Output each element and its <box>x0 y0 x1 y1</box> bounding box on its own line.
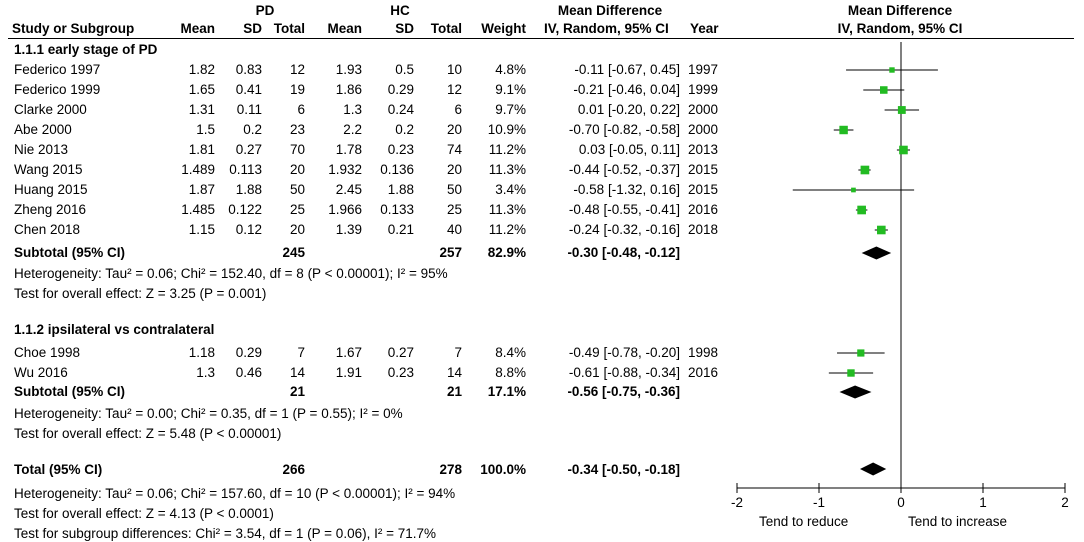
study-weight: 9.1% <box>495 82 526 97</box>
study-sd2: 0.24 <box>387 102 414 117</box>
study-mean2: 2.2 <box>343 122 362 137</box>
study-sd1: 0.27 <box>235 142 262 157</box>
subtotal-total1: 21 <box>289 384 305 399</box>
subtotal-diamond <box>862 247 892 260</box>
subtotal-total2: 257 <box>439 245 462 260</box>
study-sd1: 0.83 <box>235 62 262 77</box>
study-year: 2015 <box>688 162 719 177</box>
study-mean2: 1.91 <box>335 365 362 380</box>
study-total2: 14 <box>446 365 462 380</box>
subgroup-title: 1.1.1 early stage of PD <box>14 42 158 57</box>
study-total2: 40 <box>446 222 462 237</box>
effect-point <box>857 206 866 215</box>
study-name: Choe 1998 <box>14 345 81 360</box>
study-mean1: 1.18 <box>188 345 215 360</box>
study-mean1: 1.65 <box>188 82 215 97</box>
effect-point <box>847 369 854 376</box>
x-axis-tick-label: 1 <box>979 495 987 510</box>
study-total1: 50 <box>289 182 305 197</box>
x-axis-tick-label: 2 <box>1061 495 1069 510</box>
study-mean2: 1.39 <box>335 222 362 237</box>
study-ci-text: -0.48 [-0.55, -0.41] <box>568 202 680 217</box>
col-total2-header: Total <box>430 21 462 36</box>
study-mean1: 1.485 <box>181 202 215 217</box>
study-total1: 70 <box>289 142 305 157</box>
study-sd2: 0.2 <box>395 122 414 137</box>
x-axis-tick-label: 0 <box>897 495 905 510</box>
x-axis-tick-label: -2 <box>730 495 744 510</box>
study-total1: 25 <box>289 202 305 217</box>
group2-header: HC <box>390 3 410 18</box>
subtotal-ci: -0.30 [-0.48, -0.12] <box>567 245 680 260</box>
study-name: Zheng 2016 <box>14 202 87 217</box>
study-mean1: 1.489 <box>181 162 215 177</box>
study-mean2: 1.86 <box>335 82 362 97</box>
col-method-header-left: IV, Random, 95% CI <box>544 21 669 36</box>
study-year: 2016 <box>688 202 719 217</box>
study-mean2: 1.3 <box>343 102 362 117</box>
subtotal-diamond <box>840 386 872 399</box>
subtotal-weight: 17.1% <box>487 384 526 399</box>
x-axis-tick-label: -1 <box>812 495 826 510</box>
study-year: 2018 <box>688 222 719 237</box>
study-mean1: 1.82 <box>188 62 215 77</box>
study-mean2: 2.45 <box>335 182 362 197</box>
study-total1: 20 <box>289 162 305 177</box>
study-sd2: 0.23 <box>387 142 414 157</box>
study-sd1: 0.11 <box>236 102 262 117</box>
study-total2: 10 <box>446 62 462 77</box>
study-total2: 50 <box>446 182 462 197</box>
effect-point <box>861 166 870 175</box>
study-sd2: 0.23 <box>387 365 414 380</box>
study-year: 2000 <box>688 122 719 137</box>
study-ci-text: -0.44 [-0.52, -0.37] <box>568 162 680 177</box>
study-sd2: 0.136 <box>380 162 414 177</box>
study-weight: 8.4% <box>495 345 526 360</box>
study-total1: 19 <box>289 82 305 97</box>
tend-to-reduce-label: Tend to reduce <box>759 514 849 529</box>
study-total1: 23 <box>289 122 305 137</box>
study-total2: 20 <box>446 162 462 177</box>
subtotal-weight: 82.9% <box>487 245 526 260</box>
col-mean2-header: Mean <box>327 21 362 36</box>
study-sd1: 0.29 <box>235 345 262 360</box>
total-weight: 100.0% <box>480 462 526 477</box>
study-sd1: 0.12 <box>235 222 262 237</box>
study-ci-text: -0.49 [-0.78, -0.20] <box>568 345 680 360</box>
study-weight: 10.9% <box>487 122 526 137</box>
effect-point <box>839 126 847 134</box>
overall-effect-text: Test for overall effect: Z = 3.25 (P = 0.001) <box>14 286 267 301</box>
mean-difference-header-right: Mean Difference <box>847 3 953 18</box>
subtotal-total1: 245 <box>282 245 305 260</box>
col-study-header: Study or Subgroup <box>12 21 135 36</box>
study-ci-text: 0.03 [-0.05, 0.11] <box>578 142 680 157</box>
study-weight: 11.2% <box>488 142 526 157</box>
study-sd2: 0.27 <box>387 345 414 360</box>
subtotal-label: Subtotal (95% CI) <box>14 245 126 260</box>
study-total2: 74 <box>446 142 462 157</box>
study-mean1: 1.87 <box>188 182 215 197</box>
study-weight: 11.3% <box>488 162 526 177</box>
subtotal-label: Subtotal (95% CI) <box>14 384 126 399</box>
subgroup-differences-text: Test for subgroup differences: Chi² = 3.54, df = 1 (P = 0.06), I² = 71.7% <box>14 526 436 541</box>
study-total2: 6 <box>454 102 462 117</box>
study-mean2: 1.966 <box>328 202 362 217</box>
effect-point <box>899 146 908 155</box>
study-name: Federico 1999 <box>14 82 101 97</box>
study-name: Abe 2000 <box>14 122 72 137</box>
study-year: 2000 <box>688 102 719 117</box>
study-name: Nie 2013 <box>14 142 69 157</box>
study-sd1: 0.2 <box>243 122 262 137</box>
study-year: 1998 <box>688 345 719 360</box>
study-sd1: 0.41 <box>235 82 262 97</box>
study-name: Clarke 2000 <box>14 102 87 117</box>
study-mean1: 1.3 <box>196 365 215 380</box>
col-weight-header: Weight <box>481 21 526 36</box>
study-mean2: 1.67 <box>335 345 362 360</box>
mean-difference-header-left: Mean Difference <box>557 3 663 18</box>
study-name: Wu 2016 <box>14 365 68 380</box>
study-total1: 7 <box>297 345 305 360</box>
study-mean1: 1.15 <box>188 222 215 237</box>
study-sd1: 0.122 <box>228 202 262 217</box>
study-sd2: 0.21 <box>387 222 414 237</box>
col-method-header-right: IV, Random, 95% CI <box>837 21 963 36</box>
study-total1: 14 <box>289 365 305 380</box>
study-sd2: 0.29 <box>387 82 414 97</box>
study-ci-text: -0.24 [-0.32, -0.16] <box>568 222 680 237</box>
study-name: Wang 2015 <box>14 162 83 177</box>
study-total1: 6 <box>297 102 305 117</box>
col-year-header: Year <box>690 21 719 36</box>
study-weight: 4.8% <box>495 62 526 77</box>
study-year: 2016 <box>688 365 719 380</box>
col-sd1-header: SD <box>243 21 262 36</box>
study-sd1: 1.88 <box>235 182 262 197</box>
study-weight: 9.7% <box>495 102 526 117</box>
total-total2: 278 <box>439 462 462 477</box>
subtotal-ci: -0.56 [-0.75, -0.36] <box>567 384 680 399</box>
tend-to-increase-label: Tend to increase <box>908 514 1008 529</box>
subgroup-title: 1.1.2 ipsilateral vs contralateral <box>14 322 215 337</box>
col-sd2-header: SD <box>395 21 414 36</box>
study-ci-text: -0.58 [-1.32, 0.16] <box>573 182 680 197</box>
effect-point <box>851 188 856 193</box>
study-total2: 7 <box>454 345 462 360</box>
study-sd1: 0.113 <box>229 162 262 177</box>
heterogeneity-text: Heterogeneity: Tau² = 0.06; Chi² = 152.40, df = 8 (P < 0.00001); I² = 95% <box>14 266 448 281</box>
study-mean1: 1.5 <box>196 122 215 137</box>
study-mean2: 1.78 <box>335 142 362 157</box>
study-name: Huang 2015 <box>14 182 88 197</box>
total-diamond <box>860 463 886 476</box>
study-ci-text: -0.70 [-0.82, -0.58] <box>568 122 680 137</box>
study-ci-text: 0.01 [-0.20, 0.22] <box>577 102 680 117</box>
study-total2: 25 <box>446 202 462 217</box>
study-ci-text: -0.11 [-0.67, 0.45] <box>574 62 680 77</box>
total-overall-effect-text: Test for overall effect: Z = 4.13 (P < 0.0001) <box>14 506 274 521</box>
study-total1: 20 <box>289 222 305 237</box>
study-year: 1997 <box>688 62 719 77</box>
study-total2: 20 <box>446 122 462 137</box>
study-sd2: 0.5 <box>395 62 414 77</box>
study-name: Chen 2018 <box>14 222 81 237</box>
study-total1: 12 <box>289 62 305 77</box>
study-sd1: 0.46 <box>235 365 262 380</box>
study-ci-text: -0.21 [-0.46, 0.04] <box>573 82 680 97</box>
study-mean1: 1.81 <box>188 142 215 157</box>
effect-point <box>877 226 886 235</box>
col-total1-header: Total <box>273 21 305 36</box>
study-name: Federico 1997 <box>14 62 101 77</box>
effect-point <box>857 349 864 356</box>
study-weight: 11.3% <box>488 202 526 217</box>
subtotal-total2: 21 <box>446 384 462 399</box>
effect-point <box>898 106 906 114</box>
study-weight: 8.8% <box>495 365 526 380</box>
study-year: 1999 <box>688 82 719 97</box>
study-mean1: 1.31 <box>188 102 215 117</box>
total-heterogeneity-text: Heterogeneity: Tau² = 0.06; Chi² = 157.60, df = 10 (P < 0.00001); I² = 94% <box>14 486 456 501</box>
effect-point <box>889 67 894 72</box>
study-sd2: 1.88 <box>387 182 414 197</box>
group1-header: PD <box>255 3 275 18</box>
total-total1: 266 <box>282 462 305 477</box>
study-total2: 12 <box>446 82 462 97</box>
heterogeneity-text: Heterogeneity: Tau² = 0.00; Chi² = 0.35, df = 1 (P = 0.55); I² = 0% <box>14 406 403 421</box>
overall-effect-text: Test for overall effect: Z = 5.48 (P < 0.00001) <box>14 426 282 441</box>
study-mean2: 1.932 <box>328 162 362 177</box>
effect-point <box>880 86 888 94</box>
study-year: 2013 <box>688 142 719 157</box>
col-mean1-header: Mean <box>180 21 215 36</box>
study-weight: 3.4% <box>495 182 526 197</box>
study-sd2: 0.133 <box>380 202 414 217</box>
total-ci: -0.34 [-0.50, -0.18] <box>567 462 680 477</box>
study-mean2: 1.93 <box>335 62 362 77</box>
study-ci-text: -0.61 [-0.88, -0.34] <box>568 365 680 380</box>
study-weight: 11.2% <box>488 222 526 237</box>
total-label: Total (95% CI) <box>14 462 103 477</box>
study-year: 2015 <box>688 182 719 197</box>
